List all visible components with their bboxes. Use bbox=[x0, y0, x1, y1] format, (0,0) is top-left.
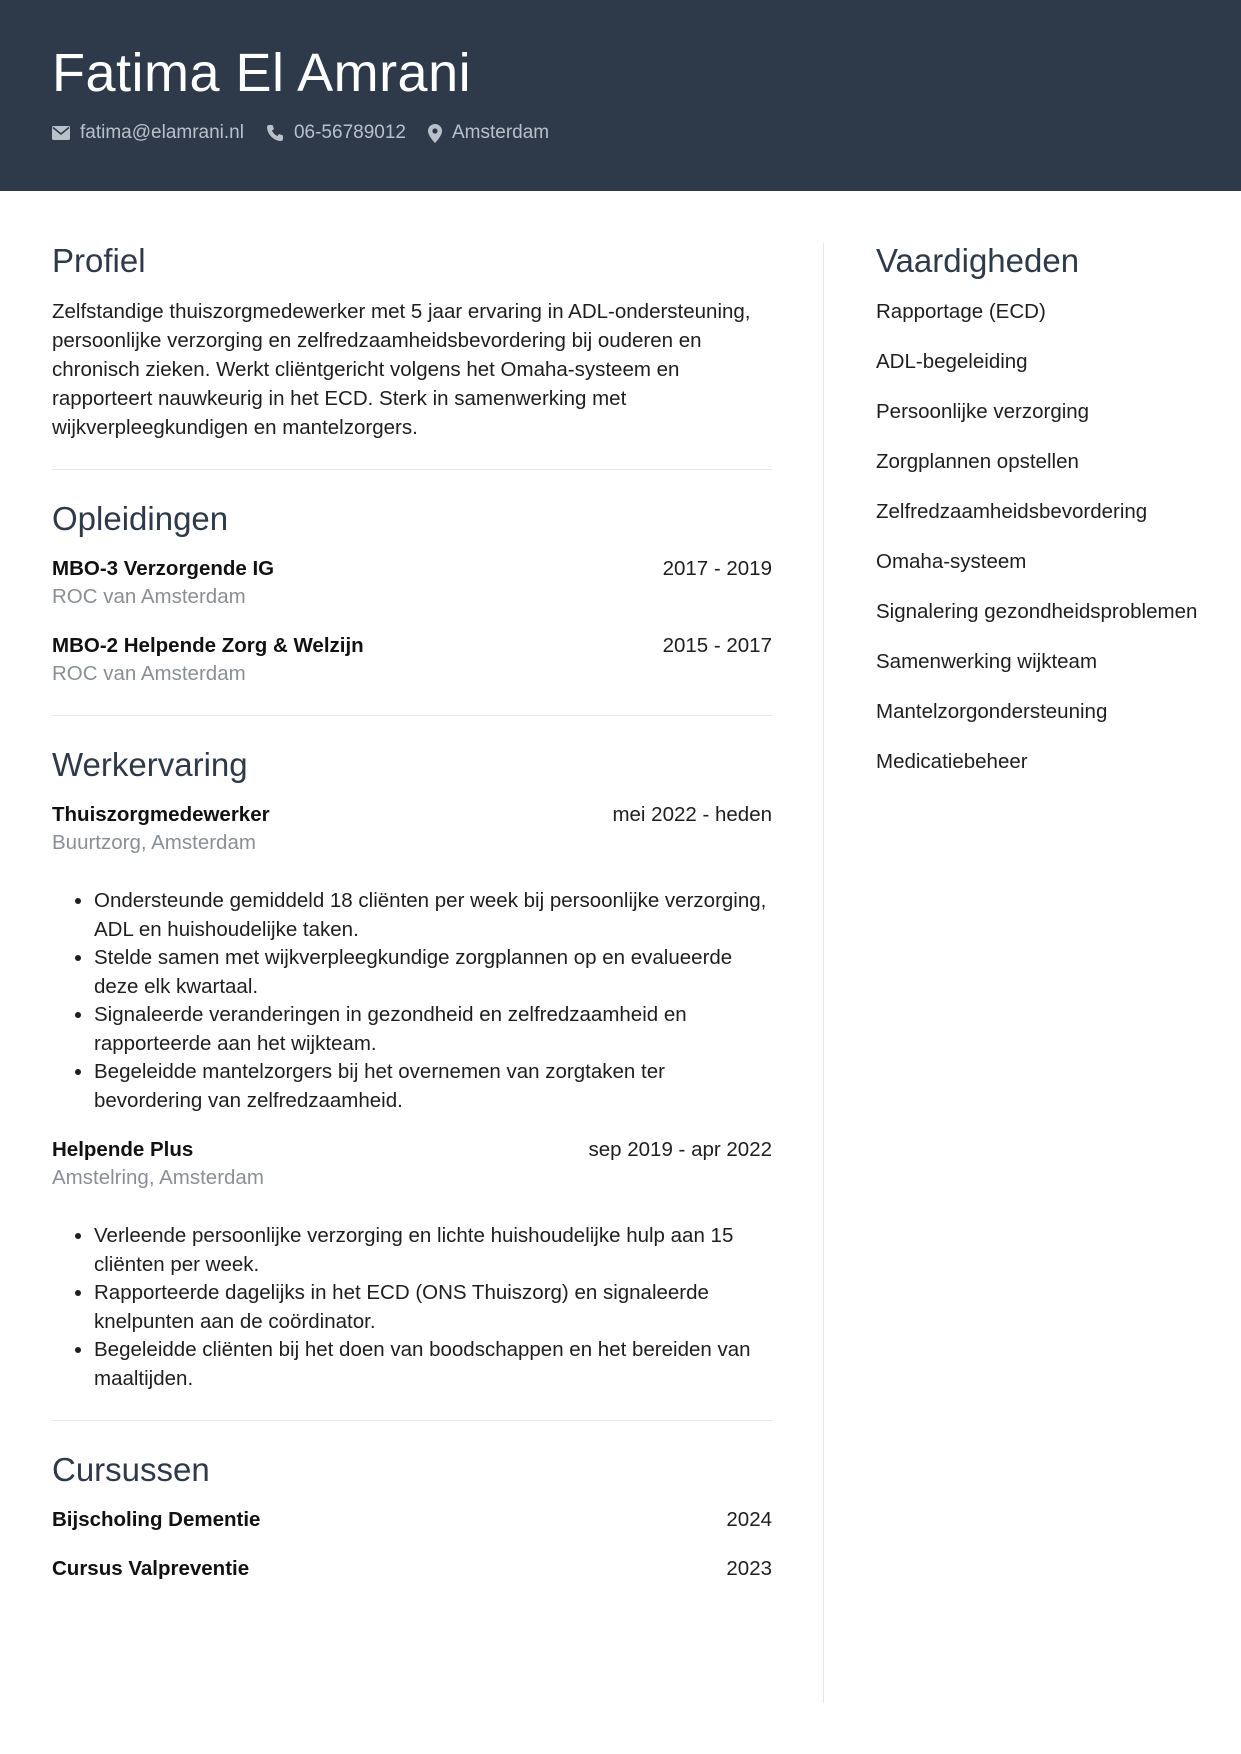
education-school: ROC van Amsterdam bbox=[52, 662, 246, 685]
skills-section bbox=[876, 243, 1206, 776]
main-column bbox=[52, 243, 772, 1604]
contact-phone[interactable] bbox=[266, 122, 406, 144]
contact-email[interactable] bbox=[52, 122, 244, 144]
job-bullet: • Begeleidde mantelzorgers bij het overnemen van zorgtaken ter bevordering van zelfredzaamheid. bbox=[94, 1058, 772, 1115]
skill-item: Medicatiebeheer bbox=[876, 750, 1028, 773]
profile-section bbox=[52, 243, 772, 442]
candidate-name: Fatima El Amrani bbox=[52, 43, 472, 103]
education-period: 2015 - 2017 bbox=[662, 634, 772, 657]
education-degree: MBO-2 Helpende Zorg & Welzijn bbox=[52, 634, 364, 657]
envelope-icon bbox=[52, 126, 70, 140]
job-bullet: • Begeleidde cliënten bij het doen van boodschappen en het bereiden van maaltijden. bbox=[94, 1336, 772, 1393]
sidebar-column bbox=[876, 243, 1206, 797]
skill-item: Rapportage (ECD) bbox=[876, 300, 1046, 323]
section-divider bbox=[52, 469, 772, 470]
course-name: Bijscholing Dementie bbox=[52, 1508, 261, 1531]
job-role: Thuiszorgmedewerker bbox=[52, 803, 270, 826]
experience-entry bbox=[52, 801, 772, 1115]
section-title-profile: Profiel bbox=[52, 242, 146, 279]
phone-text: 06-56789012 bbox=[293, 122, 406, 143]
column-divider bbox=[823, 243, 824, 1703]
skill-item: Zorgplannen opstellen bbox=[876, 450, 1079, 473]
skill-item: Persoonlijke verzorging bbox=[876, 400, 1090, 423]
experience-section bbox=[52, 747, 772, 1393]
course-year: 2024 bbox=[726, 1508, 772, 1531]
contact-bar bbox=[52, 122, 571, 144]
education-degree: MBO-3 Verzorgende IG bbox=[52, 557, 275, 580]
education-entry bbox=[52, 555, 772, 611]
skills-list bbox=[876, 297, 1206, 776]
section-title-education: Opleidingen bbox=[52, 500, 229, 537]
section-divider bbox=[52, 1420, 772, 1421]
section-title-courses: Cursussen bbox=[52, 1451, 210, 1488]
contact-location bbox=[428, 122, 549, 144]
job-company: Buurtzorg, Amsterdam bbox=[52, 831, 256, 854]
skill-item: ADL-begeleiding bbox=[876, 350, 1028, 373]
profile-text: Zelfstandige thuiszorgmedewerker met 5 jaar ervaring in ADL-ondersteuning, persoonlijke verzorging en zelfredzaamheidsbevordering bij ouderen en chronisch zieken. Werkt cliëntgericht volgens het Omaha-systeem en rapporteert nauwkeurig in het ECD. Sterk in samenwerking met wijkverpleegkundigen en mantelzorgers. bbox=[52, 300, 751, 439]
resume-header bbox=[0, 0, 1241, 191]
job-role: Helpende Plus bbox=[52, 1138, 194, 1161]
job-period: mei 2022 - heden bbox=[612, 803, 772, 826]
job-bullet: • Verleende persoonlijke verzorging en lichte huishoudelijke hulp aan 15 cliënten per week. bbox=[94, 1222, 772, 1279]
skill-item: Samenwerking wijkteam bbox=[876, 650, 1098, 673]
location-text: Amsterdam bbox=[451, 122, 550, 143]
job-bullet: • Stelde samen met wijkverpleegkundige zorgplannen op en evalueerde deze elk kwartaal. bbox=[94, 944, 772, 1001]
skill-item: Signalering gezondheidsproblemen bbox=[876, 600, 1198, 623]
education-period: 2017 - 2019 bbox=[662, 557, 772, 580]
education-school: ROC van Amsterdam bbox=[52, 585, 246, 608]
course-entry bbox=[52, 1506, 772, 1534]
course-entry bbox=[52, 1555, 772, 1583]
section-title-skills: Vaardigheden bbox=[876, 242, 1080, 279]
job-bullet: • Signaleerde veranderingen in gezondheid en zelfredzaamheid en rapporteerde aan het wijkteam. bbox=[94, 1001, 772, 1058]
job-bullet: • Rapporteerde dagelijks in het ECD (ONS Thuiszorg) en signaleerde knelpunten aan de coördinator. bbox=[94, 1279, 772, 1336]
email-text: fatima@elamrani.nl bbox=[80, 122, 244, 143]
section-title-experience: Werkervaring bbox=[52, 746, 248, 783]
job-bullet: • Ondersteunde gemiddeld 18 cliënten per week bij persoonlijke verzorging, ADL en huishoudelijke taken. bbox=[94, 887, 772, 944]
section-divider bbox=[52, 715, 772, 716]
phone-icon bbox=[266, 124, 284, 142]
experience-entry bbox=[52, 1136, 772, 1393]
education-section bbox=[52, 501, 772, 688]
courses-section bbox=[52, 1452, 772, 1583]
education-entry bbox=[52, 632, 772, 688]
job-bullets bbox=[52, 1222, 772, 1393]
job-bullets bbox=[52, 887, 772, 1115]
map-pin-icon bbox=[428, 124, 442, 143]
job-period: sep 2019 - apr 2022 bbox=[588, 1138, 772, 1161]
job-company: Amstelring, Amsterdam bbox=[52, 1166, 264, 1189]
skill-item: Zelfredzaamheidsbevordering bbox=[876, 500, 1148, 523]
skill-item: Mantelzorgondersteuning bbox=[876, 700, 1108, 723]
course-year: 2023 bbox=[726, 1557, 772, 1580]
course-name: Cursus Valpreventie bbox=[52, 1557, 250, 1580]
skill-item: Omaha-systeem bbox=[876, 550, 1027, 573]
